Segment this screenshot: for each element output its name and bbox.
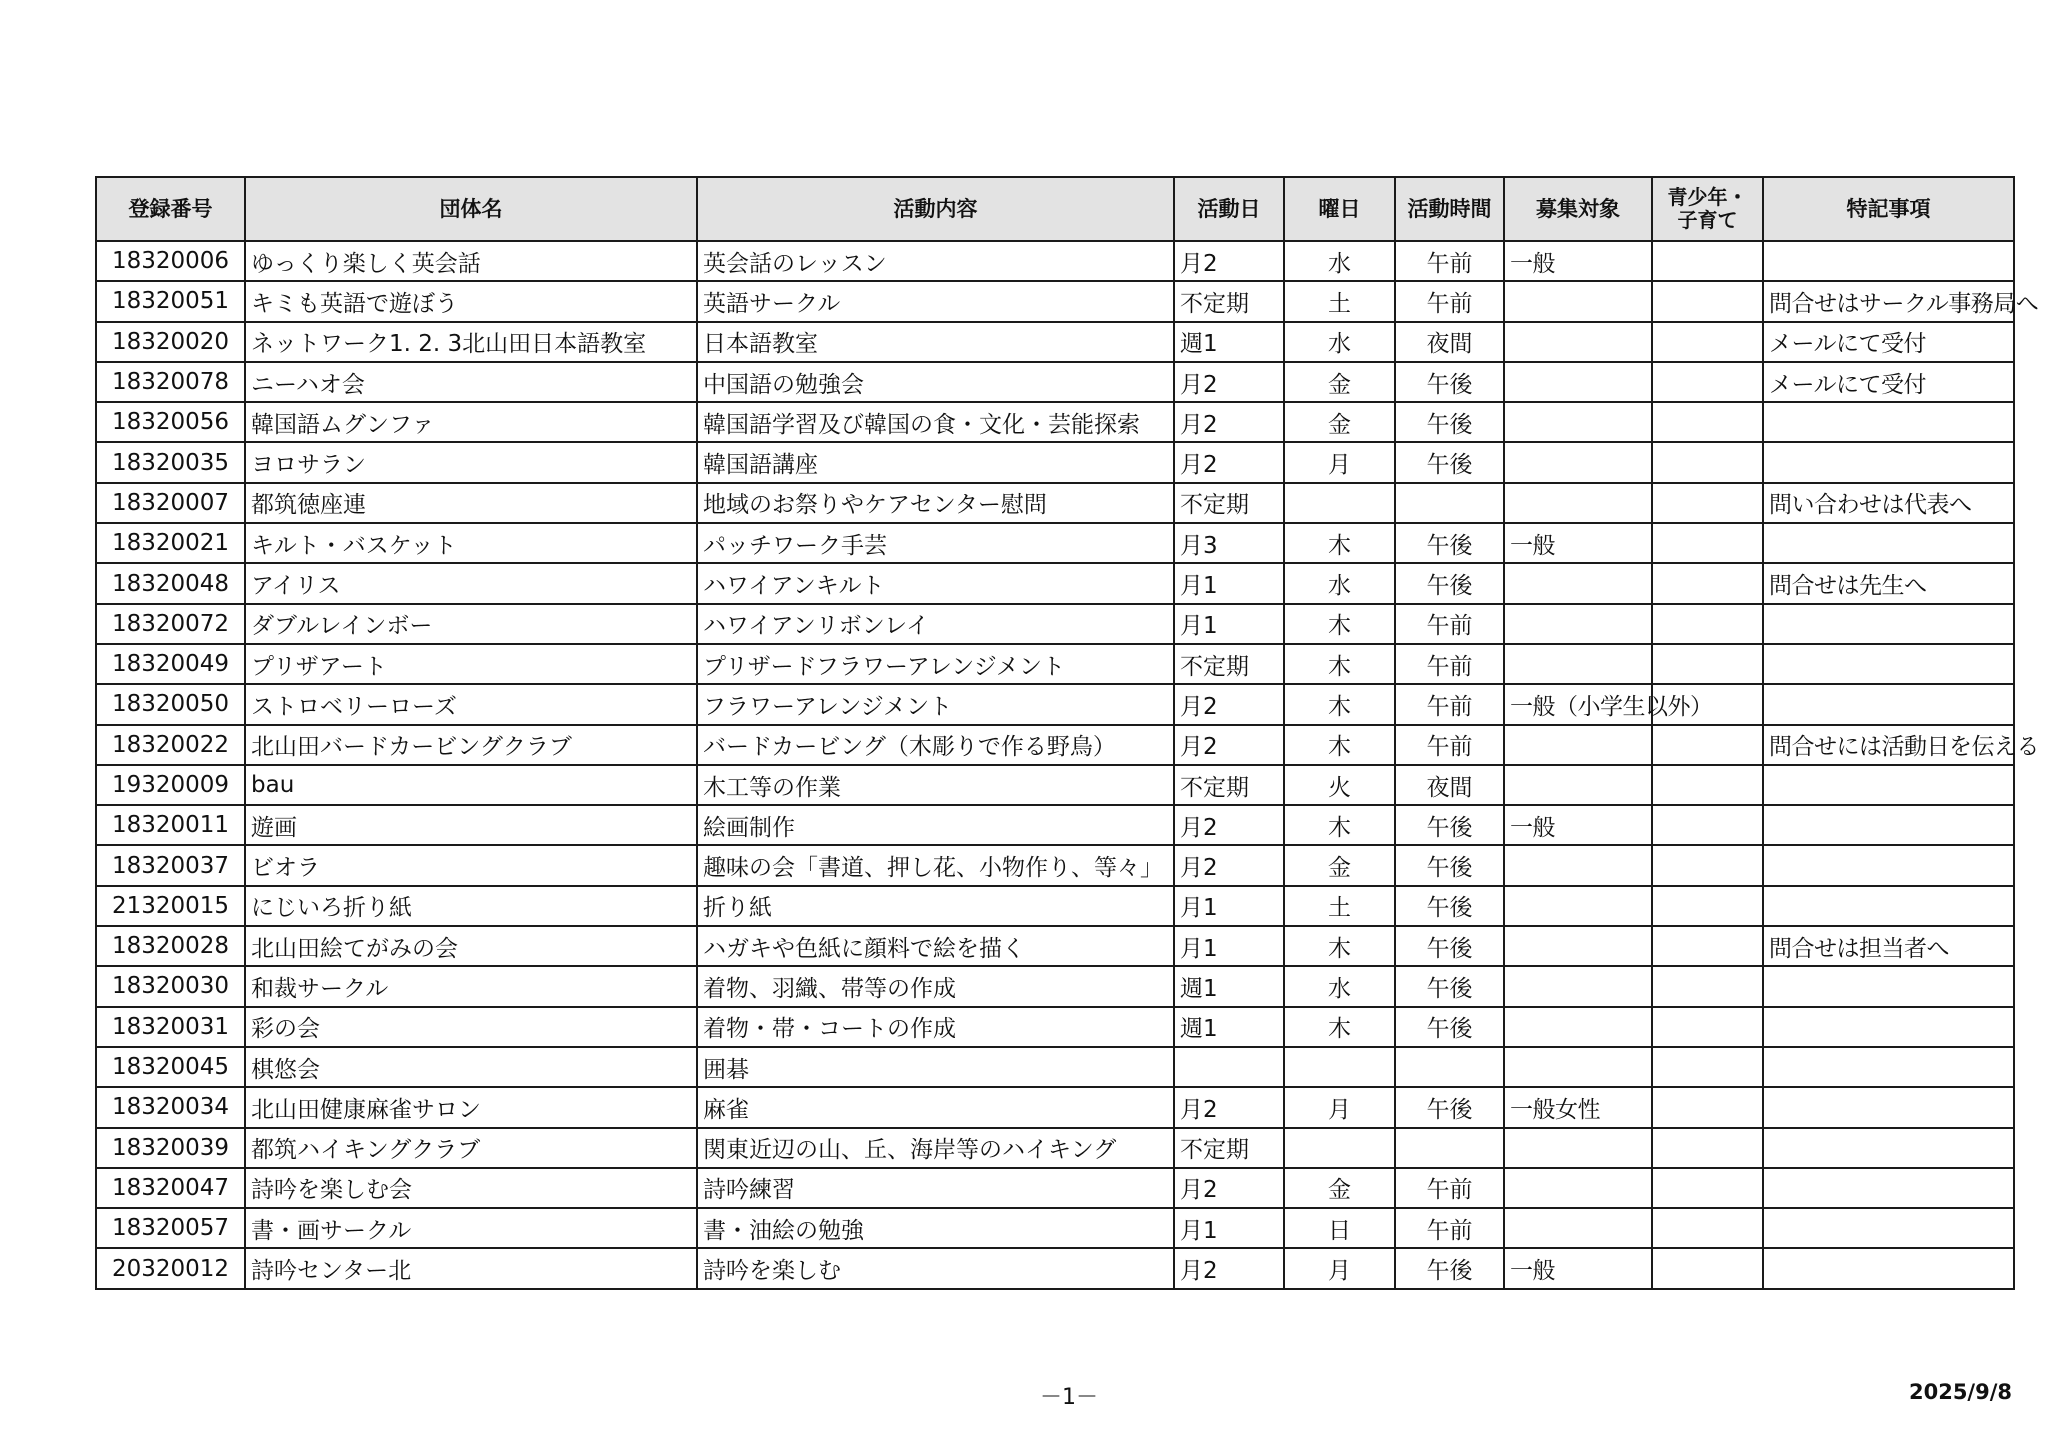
cell-activity-time: 午後 xyxy=(1395,1248,1504,1288)
cell-registration-number: 18320050 xyxy=(96,684,245,724)
cell-activity-content: 趣味の会「書道、押し花、小物作り、等々」 xyxy=(697,845,1174,885)
cell-recruit-target xyxy=(1504,1168,1652,1208)
table-row xyxy=(96,322,2014,362)
cell-youth-childcare xyxy=(1652,483,1763,523)
cell-activity-content: プリザードフラワーアレンジメント xyxy=(697,644,1174,684)
table-row xyxy=(96,362,2014,402)
cell-group-name: 棋悠会 xyxy=(245,1047,697,1087)
cell-activity-frequency: 月2 xyxy=(1174,442,1284,482)
cell-special-notes xyxy=(1763,402,2014,442)
cell-youth-childcare xyxy=(1652,1248,1763,1288)
table-row xyxy=(96,241,2014,281)
table-row xyxy=(96,281,2014,321)
cell-youth-childcare xyxy=(1652,322,1763,362)
cell-activity-time xyxy=(1395,483,1504,523)
cell-activity-frequency: 月2 xyxy=(1174,402,1284,442)
cell-activity-time: 午前 xyxy=(1395,644,1504,684)
cell-special-notes xyxy=(1763,765,2014,805)
cell-registration-number: 18320030 xyxy=(96,966,245,1006)
cell-youth-childcare xyxy=(1652,805,1763,845)
cell-registration-number: 18320034 xyxy=(96,1087,245,1127)
cell-recruit-target xyxy=(1504,563,1652,603)
cell-activity-frequency: 月1 xyxy=(1174,604,1284,644)
cell-group-name: キルト・バスケット xyxy=(245,523,697,563)
cell-recruit-target xyxy=(1504,886,1652,926)
cell-special-notes xyxy=(1763,241,2014,281)
cell-group-name: 都筑徳座連 xyxy=(245,483,697,523)
cell-special-notes xyxy=(1763,644,2014,684)
header-special-notes: 特記事項 xyxy=(1763,177,2014,241)
cell-weekday: 木 xyxy=(1284,684,1395,724)
table-body xyxy=(96,241,2039,1289)
cell-activity-time: 午後 xyxy=(1395,926,1504,966)
cell-youth-childcare xyxy=(1652,1208,1763,1248)
cell-group-name: 都筑ハイキングクラブ xyxy=(245,1128,697,1168)
cell-recruit-target xyxy=(1504,765,1652,805)
cell-group-name: bau xyxy=(245,765,697,805)
cell-recruit-target xyxy=(1504,483,1652,523)
header-youth-childcare-label: 青少年・子育て xyxy=(1667,185,1748,232)
cell-recruit-target xyxy=(1504,725,1652,765)
cell-activity-frequency: 週1 xyxy=(1174,322,1284,362)
cell-youth-childcare xyxy=(1652,926,1763,966)
cell-activity-content: 書・油絵の勉強 xyxy=(697,1208,1174,1248)
cell-weekday: 木 xyxy=(1284,725,1395,765)
cell-recruit-target: 一般女性 xyxy=(1504,1087,1652,1127)
cell-registration-number: 18320049 xyxy=(96,644,245,684)
cell-activity-content: 絵画制作 xyxy=(697,805,1174,845)
cell-activity-content: 英語サークル xyxy=(697,281,1174,321)
cell-group-name: 詩吟を楽しむ会 xyxy=(245,1168,697,1208)
cell-recruit-target: 一般 xyxy=(1504,523,1652,563)
cell-group-name: 遊画 xyxy=(245,805,697,845)
cell-registration-number: 18320021 xyxy=(96,523,245,563)
cell-activity-time: 午前 xyxy=(1395,725,1504,765)
cell-recruit-target xyxy=(1504,442,1652,482)
cell-activity-content: 日本語教室 xyxy=(697,322,1174,362)
cell-activity-content: 着物・帯・コートの作成 xyxy=(697,1007,1174,1047)
table-row xyxy=(96,1087,2014,1127)
document-date: 2025/9/8 xyxy=(1908,1380,2012,1404)
cell-registration-number: 18320037 xyxy=(96,845,245,885)
cell-activity-time: 午前 xyxy=(1395,241,1504,281)
cell-activity-time: 夜間 xyxy=(1395,322,1504,362)
cell-group-name: 北山田絵てがみの会 xyxy=(245,926,697,966)
cell-activity-frequency: 月1 xyxy=(1174,563,1284,603)
header-activity-frequency: 活動日 xyxy=(1174,177,1284,241)
cell-activity-time: 午前 xyxy=(1395,281,1504,321)
cell-special-notes xyxy=(1763,1087,2014,1127)
cell-activity-time: 午前 xyxy=(1395,1168,1504,1208)
cell-activity-frequency: 月2 xyxy=(1174,725,1284,765)
table-row xyxy=(96,1168,2014,1208)
cell-registration-number: 18320072 xyxy=(96,604,245,644)
cell-special-notes: 問合せは担当者へ xyxy=(1763,926,2014,966)
cell-recruit-target xyxy=(1504,845,1652,885)
cell-activity-time: 午後 xyxy=(1395,362,1504,402)
cell-weekday: 月 xyxy=(1284,1087,1395,1127)
cell-special-notes: メールにて受付 xyxy=(1763,322,2014,362)
cell-recruit-target xyxy=(1504,1047,1652,1087)
cell-group-name: 韓国語ムグンファ xyxy=(245,402,697,442)
cell-registration-number: 19320009 xyxy=(96,765,245,805)
cell-activity-content: 麻雀 xyxy=(697,1087,1174,1127)
header-registration-number: 登録番号 xyxy=(96,177,245,241)
cell-recruit-target xyxy=(1504,604,1652,644)
cell-registration-number: 21320015 xyxy=(96,886,245,926)
cell-group-name: 彩の会 xyxy=(245,1007,697,1047)
cell-recruit-target: 一般 xyxy=(1504,805,1652,845)
cell-group-name: 北山田健康麻雀サロン xyxy=(245,1087,697,1127)
cell-youth-childcare xyxy=(1652,1087,1763,1127)
cell-recruit-target xyxy=(1504,1007,1652,1047)
group-roster-table xyxy=(95,176,2039,1290)
cell-activity-frequency: 不定期 xyxy=(1174,1128,1284,1168)
cell-activity-content: 木工等の作業 xyxy=(697,765,1174,805)
cell-registration-number: 18320048 xyxy=(96,563,245,603)
cell-special-notes xyxy=(1763,523,2014,563)
table-row xyxy=(96,684,2014,724)
table-header xyxy=(96,177,2014,241)
table-row xyxy=(96,926,2014,966)
cell-activity-content: 囲碁 xyxy=(697,1047,1174,1087)
cell-youth-childcare xyxy=(1652,765,1763,805)
table-row xyxy=(96,644,2014,684)
cell-youth-childcare xyxy=(1652,281,1763,321)
table-row xyxy=(96,1248,2014,1288)
cell-weekday: 木 xyxy=(1284,644,1395,684)
cell-group-name: ダブルレインボー xyxy=(245,604,697,644)
cell-weekday: 木 xyxy=(1284,926,1395,966)
cell-special-notes: 問合せは先生へ xyxy=(1763,563,2014,603)
cell-activity-frequency: 不定期 xyxy=(1174,483,1284,523)
cell-recruit-target: 一般 xyxy=(1504,1248,1652,1288)
cell-activity-frequency: 月2 xyxy=(1174,1248,1284,1288)
cell-activity-frequency: 月2 xyxy=(1174,684,1284,724)
cell-weekday: 月 xyxy=(1284,1248,1395,1288)
cell-activity-frequency: 月2 xyxy=(1174,1168,1284,1208)
cell-activity-time: 午後 xyxy=(1395,1007,1504,1047)
table-row xyxy=(96,523,2014,563)
cell-activity-content: ハワイアンリボンレイ xyxy=(697,604,1174,644)
table-row xyxy=(96,1047,2014,1087)
cell-registration-number: 18320047 xyxy=(96,1168,245,1208)
cell-activity-content: 詩吟練習 xyxy=(697,1168,1174,1208)
cell-activity-time: 午後 xyxy=(1395,402,1504,442)
cell-youth-childcare xyxy=(1652,1047,1763,1087)
cell-activity-content: フラワーアレンジメント xyxy=(697,684,1174,724)
cell-activity-content: ハガキや色紙に顔料で絵を描く xyxy=(697,926,1174,966)
cell-registration-number: 18320006 xyxy=(96,241,245,281)
cell-weekday xyxy=(1284,1047,1395,1087)
cell-group-name: ゆっくり楽しく英会話 xyxy=(245,241,697,281)
cell-group-name: 和裁サークル xyxy=(245,966,697,1006)
cell-special-notes xyxy=(1763,1208,2014,1248)
cell-activity-content: 韓国語講座 xyxy=(697,442,1174,482)
cell-special-notes xyxy=(1763,845,2014,885)
cell-special-notes xyxy=(1763,684,2014,724)
cell-registration-number: 18320057 xyxy=(96,1208,245,1248)
table-row xyxy=(96,604,2014,644)
cell-registration-number: 18320056 xyxy=(96,402,245,442)
header-activity-content: 活動内容 xyxy=(697,177,1174,241)
cell-weekday: 水 xyxy=(1284,563,1395,603)
cell-activity-time: 午後 xyxy=(1395,442,1504,482)
table-row xyxy=(96,805,2014,845)
cell-youth-childcare xyxy=(1652,442,1763,482)
cell-activity-content: 地域のお祭りやケアセンター慰問 xyxy=(697,483,1174,523)
cell-youth-childcare xyxy=(1652,362,1763,402)
cell-activity-frequency: 月1 xyxy=(1174,1208,1284,1248)
cell-activity-frequency: 週1 xyxy=(1174,1007,1284,1047)
cell-recruit-target xyxy=(1504,281,1652,321)
cell-activity-content: 折り紙 xyxy=(697,886,1174,926)
cell-activity-time: 午後 xyxy=(1395,886,1504,926)
cell-special-notes xyxy=(1763,805,2014,845)
table-row xyxy=(96,886,2014,926)
cell-recruit-target xyxy=(1504,1208,1652,1248)
header-youth-childcare xyxy=(1652,177,1763,241)
table-row xyxy=(96,845,2014,885)
cell-special-notes xyxy=(1763,966,2014,1006)
cell-special-notes xyxy=(1763,1168,2014,1208)
cell-youth-childcare xyxy=(1652,1128,1763,1168)
cell-youth-childcare xyxy=(1652,1168,1763,1208)
cell-activity-frequency: 月3 xyxy=(1174,523,1284,563)
cell-youth-childcare xyxy=(1652,241,1763,281)
cell-activity-time: 午後 xyxy=(1395,1087,1504,1127)
cell-weekday: 火 xyxy=(1284,765,1395,805)
cell-activity-frequency: 月2 xyxy=(1174,241,1284,281)
cell-recruit-target xyxy=(1504,926,1652,966)
cell-registration-number: 18320051 xyxy=(96,281,245,321)
cell-youth-childcare xyxy=(1652,604,1763,644)
table-row xyxy=(96,1208,2014,1248)
cell-special-notes xyxy=(1763,1128,2014,1168)
cell-weekday: 日 xyxy=(1284,1208,1395,1248)
cell-activity-frequency: 不定期 xyxy=(1174,281,1284,321)
cell-youth-childcare xyxy=(1652,886,1763,926)
cell-activity-frequency: 月2 xyxy=(1174,845,1284,885)
table-row xyxy=(96,402,2014,442)
cell-youth-childcare xyxy=(1652,725,1763,765)
cell-activity-time: 午後 xyxy=(1395,966,1504,1006)
cell-group-name: プリザアート xyxy=(245,644,697,684)
cell-youth-childcare xyxy=(1652,563,1763,603)
cell-youth-childcare xyxy=(1652,402,1763,442)
cell-group-name: ニーハオ会 xyxy=(245,362,697,402)
cell-activity-frequency: 月1 xyxy=(1174,886,1284,926)
cell-activity-content: バードカービング（木彫りで作る野鳥） xyxy=(697,725,1174,765)
cell-youth-childcare xyxy=(1652,845,1763,885)
cell-activity-content: ハワイアンキルト xyxy=(697,563,1174,603)
cell-group-name: ストロベリーローズ xyxy=(245,684,697,724)
table-row xyxy=(96,966,2014,1006)
cell-activity-frequency: 月2 xyxy=(1174,1087,1284,1127)
cell-special-notes: 問い合わせは代表へ xyxy=(1763,483,2014,523)
cell-special-notes xyxy=(1763,442,2014,482)
cell-activity-content: パッチワーク手芸 xyxy=(697,523,1174,563)
cell-recruit-target xyxy=(1504,644,1652,684)
cell-registration-number: 18320031 xyxy=(96,1007,245,1047)
cell-youth-childcare xyxy=(1652,1007,1763,1047)
cell-special-notes: 問合せはサークル事務局へ xyxy=(1763,281,2014,321)
cell-recruit-target: 一般（小学生以外） xyxy=(1504,684,1652,724)
header-recruit-target: 募集対象 xyxy=(1504,177,1652,241)
cell-group-name: ネットワーク1. 2. 3北山田日本語教室 xyxy=(245,322,697,362)
cell-special-notes xyxy=(1763,1007,2014,1047)
cell-activity-frequency: 週1 xyxy=(1174,966,1284,1006)
cell-recruit-target: 一般 xyxy=(1504,241,1652,281)
cell-registration-number: 18320039 xyxy=(96,1128,245,1168)
cell-registration-number: 18320022 xyxy=(96,725,245,765)
cell-youth-childcare xyxy=(1652,523,1763,563)
cell-activity-frequency: 月2 xyxy=(1174,362,1284,402)
cell-weekday: 金 xyxy=(1284,845,1395,885)
cell-group-name: 北山田バードカービングクラブ xyxy=(245,725,697,765)
cell-activity-content: 関東近辺の山、丘、海岸等のハイキング xyxy=(697,1128,1174,1168)
cell-group-name: 詩吟センター北 xyxy=(245,1248,697,1288)
cell-youth-childcare xyxy=(1652,644,1763,684)
table-row xyxy=(96,442,2014,482)
cell-group-name: にじいろ折り紙 xyxy=(245,886,697,926)
cell-recruit-target xyxy=(1504,322,1652,362)
cell-activity-time: 夜間 xyxy=(1395,765,1504,805)
header-weekday: 曜日 xyxy=(1284,177,1395,241)
cell-activity-time: 午前 xyxy=(1395,604,1504,644)
cell-special-notes xyxy=(1763,604,2014,644)
cell-activity-content: 韓国語学習及び韓国の食・文化・芸能探索 xyxy=(697,402,1174,442)
cell-registration-number: 18320035 xyxy=(96,442,245,482)
cell-weekday: 土 xyxy=(1284,886,1395,926)
cell-weekday: 金 xyxy=(1284,402,1395,442)
cell-special-notes xyxy=(1763,886,2014,926)
cell-weekday: 木 xyxy=(1284,604,1395,644)
cell-registration-number: 18320020 xyxy=(96,322,245,362)
cell-weekday xyxy=(1284,1128,1395,1168)
cell-activity-frequency: 不定期 xyxy=(1174,644,1284,684)
cell-activity-time: 午後 xyxy=(1395,563,1504,603)
cell-recruit-target xyxy=(1504,966,1652,1006)
cell-activity-time: 午後 xyxy=(1395,805,1504,845)
table-row xyxy=(96,1128,2014,1168)
cell-activity-time: 午後 xyxy=(1395,845,1504,885)
cell-activity-content: 英会話のレッスン xyxy=(697,241,1174,281)
cell-registration-number: 18320078 xyxy=(96,362,245,402)
cell-recruit-target xyxy=(1504,402,1652,442)
cell-activity-frequency: 月2 xyxy=(1174,805,1284,845)
cell-activity-content: 着物、羽織、帯等の作成 xyxy=(697,966,1174,1006)
cell-weekday: 木 xyxy=(1284,523,1395,563)
cell-weekday: 金 xyxy=(1284,362,1395,402)
cell-registration-number: 18320028 xyxy=(96,926,245,966)
header-row xyxy=(96,177,2014,241)
cell-group-name: ビオラ xyxy=(245,845,697,885)
cell-special-notes: 問合せには活動日を伝える xyxy=(1763,725,2014,765)
table-row xyxy=(96,483,2014,523)
cell-weekday xyxy=(1284,483,1395,523)
cell-activity-time: 午前 xyxy=(1395,684,1504,724)
cell-recruit-target xyxy=(1504,1128,1652,1168)
cell-activity-content: 詩吟を楽しむ xyxy=(697,1248,1174,1288)
cell-special-notes xyxy=(1763,1248,2014,1288)
cell-special-notes xyxy=(1763,1047,2014,1087)
page-number: －1－ xyxy=(1040,1385,1098,1410)
cell-recruit-target xyxy=(1504,362,1652,402)
cell-activity-content: 中国語の勉強会 xyxy=(697,362,1174,402)
cell-activity-frequency: 月1 xyxy=(1174,926,1284,966)
cell-group-name: 書・画サークル xyxy=(245,1208,697,1248)
cell-group-name: ヨロサラン xyxy=(245,442,697,482)
cell-registration-number: 18320045 xyxy=(96,1047,245,1087)
table-row xyxy=(96,563,2014,603)
cell-weekday: 月 xyxy=(1284,442,1395,482)
cell-registration-number: 20320012 xyxy=(96,1248,245,1288)
cell-weekday: 土 xyxy=(1284,281,1395,321)
cell-group-name: アイリス xyxy=(245,563,697,603)
cell-weekday: 金 xyxy=(1284,1168,1395,1208)
header-group-name: 団体名 xyxy=(245,177,697,241)
cell-activity-time xyxy=(1395,1128,1504,1168)
cell-weekday: 水 xyxy=(1284,966,1395,1006)
cell-weekday: 水 xyxy=(1284,241,1395,281)
cell-group-name: キミも英語で遊ぼう xyxy=(245,281,697,321)
cell-weekday: 水 xyxy=(1284,322,1395,362)
cell-registration-number: 18320011 xyxy=(96,805,245,845)
cell-youth-childcare xyxy=(1652,966,1763,1006)
cell-activity-time: 午後 xyxy=(1395,523,1504,563)
cell-weekday: 木 xyxy=(1284,805,1395,845)
cell-activity-frequency: 不定期 xyxy=(1174,765,1284,805)
table-row xyxy=(96,765,2014,805)
cell-registration-number: 18320007 xyxy=(96,483,245,523)
header-activity-time: 活動時間 xyxy=(1395,177,1504,241)
cell-weekday: 木 xyxy=(1284,1007,1395,1047)
table-row xyxy=(96,725,2014,765)
cell-activity-time: 午前 xyxy=(1395,1208,1504,1248)
table-row xyxy=(96,1007,2014,1047)
cell-activity-frequency xyxy=(1174,1047,1284,1087)
cell-special-notes: メールにて受付 xyxy=(1763,362,2014,402)
cell-activity-time xyxy=(1395,1047,1504,1087)
